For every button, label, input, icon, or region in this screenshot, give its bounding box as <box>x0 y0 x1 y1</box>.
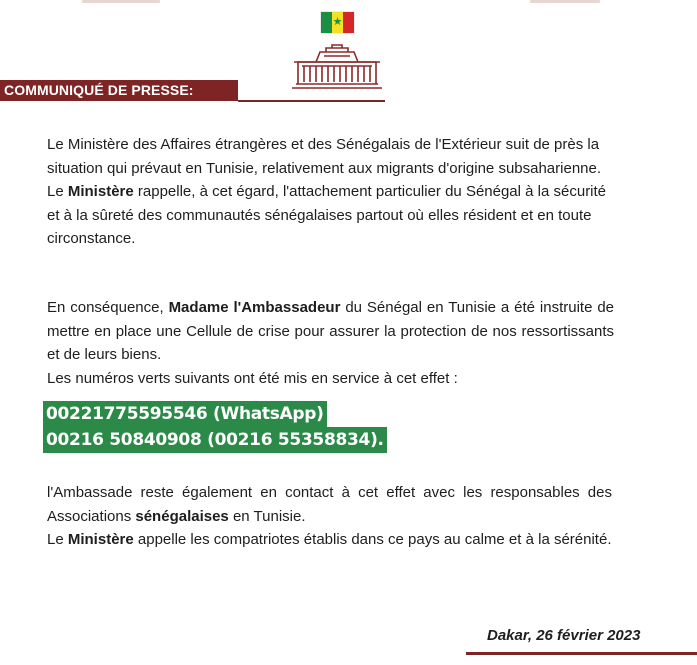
text-fragment: appelle les compatriotes établis dans ce pays au calme et à la sérénité. <box>133 531 612 548</box>
phone-number-whatsapp[interactable]: 00221775595546 (WhatsApp) <box>43 401 327 427</box>
phone-number-tunisia[interactable]: 00216 50840908 (00216 55358834). <box>43 427 387 453</box>
building-emblem-icon <box>286 42 388 90</box>
paragraph-calm <box>47 528 612 552</box>
text-fragment: Le <box>47 531 68 548</box>
bold-ambassadeur: Madame l'Ambassadeur <box>168 299 341 316</box>
measures-paragraphs <box>47 296 614 390</box>
text-fragment: du Sénégal en Tunisie a été instruite de mettre en place une Cellule de crise pour assurer la protection de nos ressortissants et de leurs biens. <box>47 299 614 363</box>
paragraph-situation: Le Ministère des Affaires étrangères et des Sénégalais de l'Extérieur suit de près la situation qui prévaut en Tunisie, relativement aux migrants d'origine subsaharienne. <box>47 136 602 177</box>
text-fragment: En conséquence, <box>47 299 169 316</box>
bold-ministere: Ministère <box>67 531 134 548</box>
top-edge-fragment <box>82 0 160 3</box>
bold-senegalaises: sénégalaises <box>135 507 229 525</box>
paragraph-crisis-cell <box>47 296 614 367</box>
paragraph-attachment <box>47 180 622 251</box>
signature-date: Dakar, 26 février 2023 <box>487 627 641 644</box>
paragraph-associations <box>47 481 612 528</box>
senegal-flag <box>321 12 354 33</box>
flag-stripe-yellow <box>332 12 343 33</box>
star-icon: ★ <box>332 15 343 28</box>
press-release-banner: COMMUNIQUÉ DE PRESSE: <box>0 80 238 101</box>
text-fragment: Le <box>47 183 68 200</box>
text-fragment: rappelle, à cet égard, l'attachement particulier du Sénégal à la sécurité et à la sûreté des communautés sénégalaises partout où elles résident et en toute circonstance. <box>47 183 607 247</box>
text-fragment: l'Ambassade reste également en contact à cet effet avec les responsables des Associations <box>47 484 612 525</box>
paragraph-green-numbers: Les numéros verts suivants ont été mis en service à cet effet : <box>47 369 458 387</box>
phone-numbers <box>43 401 387 453</box>
flag-stripe-green <box>321 12 332 33</box>
closing-paragraphs <box>47 481 612 552</box>
intro-paragraphs <box>47 133 622 251</box>
text-fragment: en Tunisie. <box>228 507 306 525</box>
bold-ministere: Ministère <box>67 183 134 200</box>
flag-stripe-red <box>343 12 354 33</box>
date-underline <box>466 652 697 655</box>
banner-underline <box>238 100 385 102</box>
top-edge-fragment <box>530 0 600 3</box>
